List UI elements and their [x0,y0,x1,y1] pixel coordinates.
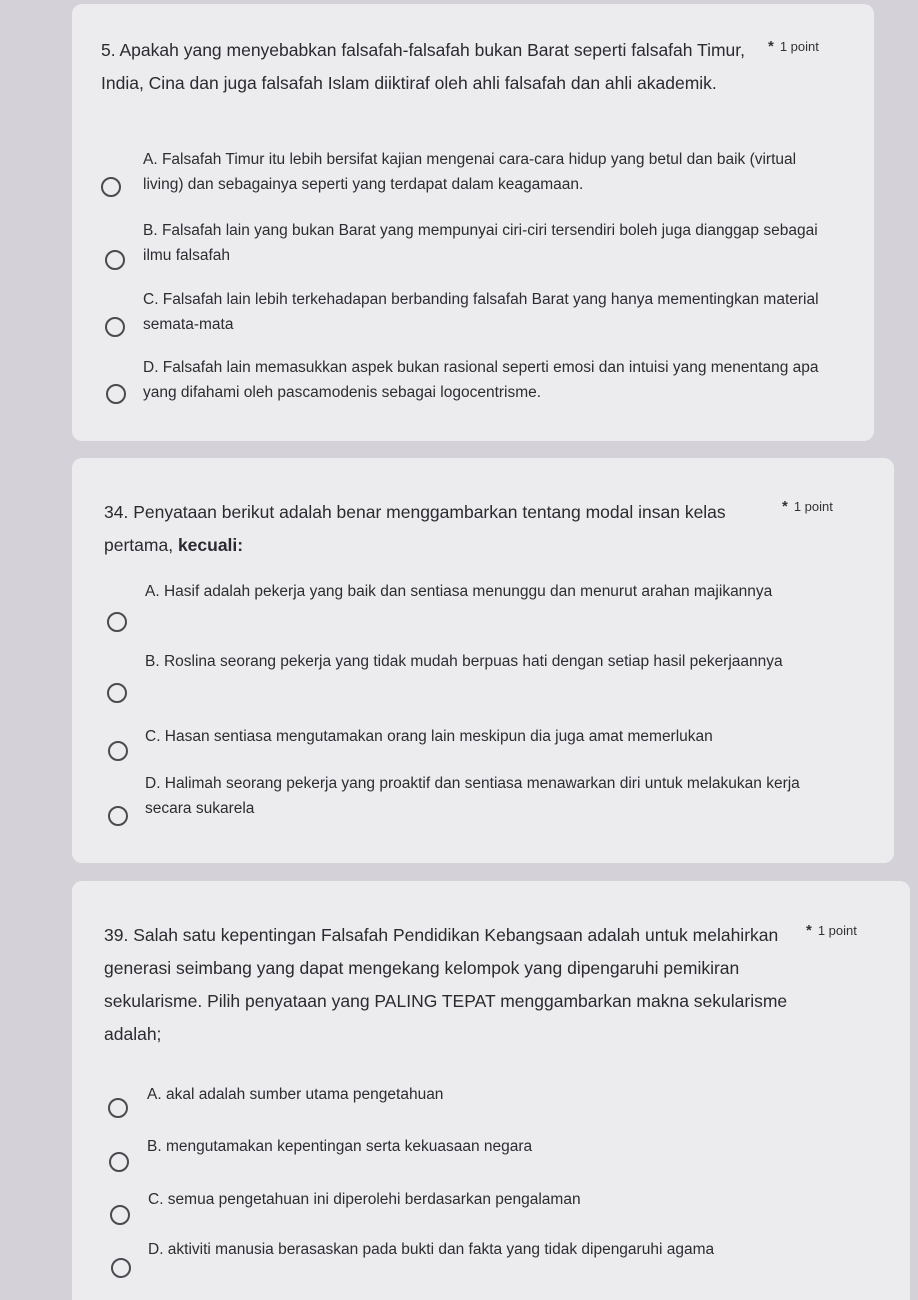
radio-button[interactable] [105,317,125,337]
required-points-5 [768,38,819,55]
option-label: B. mengutamakan kepentingan serta kekuasaan negara [147,1138,533,1155]
option-label: A. Falsafah Timur itu lebih bersifat kajian mengenai cara-cara hidup yang betul dan baik (virtual living) dan sebagainya seperti yang terdapat dalam keagamaan. [143,151,797,193]
radio-button[interactable] [106,384,126,404]
option-label: B. Roslina seorang pekerja yang tidak mudah berpuas hati dengan setiap hasil pekerjaannya [145,653,783,670]
points-label: 1 point [817,923,857,938]
option-label: B. Falsafah lain yang bukan Barat yang mempunyai ciri-ciri tersendiri boleh juga dianggap sebagai ilmu falsafah [143,222,818,264]
option-label: A. Hasif adalah pekerja yang baik dan sentiasa menunggu dan menurut arahan majikannya [145,583,773,600]
points-label: 1 point [793,499,833,514]
radio-button[interactable] [108,806,128,826]
radio-button[interactable] [108,1098,128,1118]
option-label: D. Falsafah lain memasukkan aspek bukan rasional seperti emosi dan intuisi yang menentang apa yang difahami oleh pascamodenis sebagai logocentrisme. [143,359,819,401]
points-label: 1 point [779,39,819,54]
radio-button[interactable] [105,250,125,270]
required-asterisk: * [768,38,774,55]
radio-button[interactable] [111,1258,131,1278]
required-points-34 [782,498,833,515]
question-title-5: 5. Apakah yang menyebabkan falsafah-falsafah bukan Barat seperti falsafah Timur, India, Cina dan juga falsafah Islam diiktiraf oleh ahli falsafah dan ahli akademik. [101,40,746,93]
required-asterisk: * [782,498,788,515]
radio-button[interactable] [108,741,128,761]
radio-button[interactable] [107,612,127,632]
required-asterisk: * [806,922,812,939]
radio-button[interactable] [101,177,121,197]
option-label: C. Falsafah lain lebih terkehadapan berbanding falsafah Barat yang hanya mementingkan material semata-mata [143,291,819,333]
radio-button[interactable] [110,1205,130,1225]
required-points-39 [806,922,857,939]
option-label: C. Hasan sentiasa mengutamakan orang lain meskipun dia juga amat memerlukan [145,728,713,745]
radio-button[interactable] [107,683,127,703]
option-label: A. akal adalah sumber utama pengetahuan [147,1086,444,1103]
question-text: 34. Penyataan berikut adalah benar menggambarkan tentang modal insan kelas pertama, [104,502,726,555]
question-emphasis: kecuali: [177,534,244,555]
option-label: D. Halimah seorang pekerja yang proaktif dan sentiasa menawarkan diri untuk melakukan kerja secara sukarela [145,775,800,817]
radio-button[interactable] [109,1152,129,1172]
question-title-39: 39. Salah satu kepentingan Falsafah Pendidikan Kebangsaan adalah untuk melahirkan generasi seimbang yang dapat mengekang kelompok yang dipengaruhi pemikiran sekularisme. Pilih penyataan yang PALING TEPAT menggambarkan makna sekularisme adalah; [104,925,788,1044]
option-label: D. aktiviti manusia berasaskan pada bukti dan fakta yang tidak dipengaruhi agama [148,1241,715,1258]
question-title-34 [104,496,784,562]
option-label: C. semua pengetahuan ini diperolehi berdasarkan pengalaman [148,1191,581,1208]
